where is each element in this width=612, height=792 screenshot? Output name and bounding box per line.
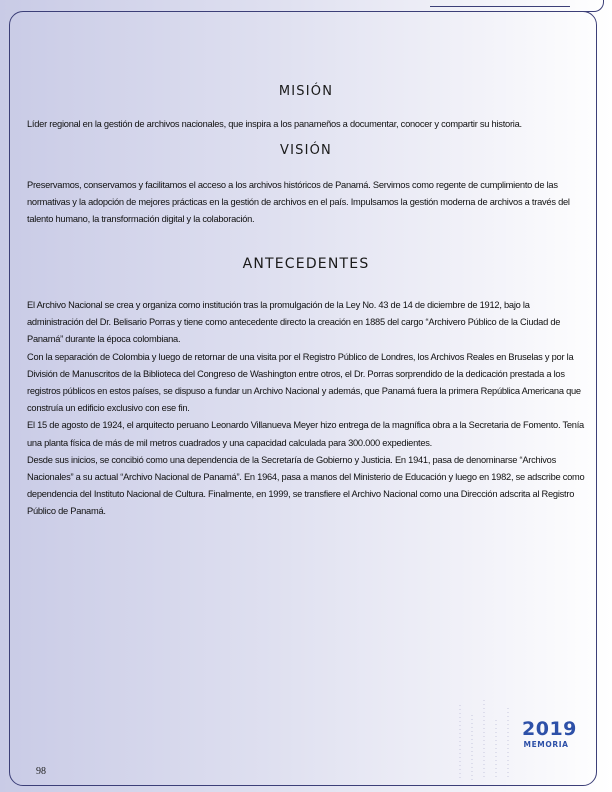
antecedentes-heading: ANTECEDENTES xyxy=(242,256,370,272)
vision-text xyxy=(27,177,585,229)
antecedentes-text xyxy=(27,297,585,521)
mision-text xyxy=(27,116,585,133)
corner-mark xyxy=(576,0,604,12)
vision-heading: VISIÓN xyxy=(280,143,332,158)
antecedentes-paragraph: Desde sus inicios, se concibió como una dependencia de la Secretaría de Gobierno y Justicia. En 1941, pasa de denominarse “Archivos Nacionales” a su actual “Archivo Nacional de Panamá”. En 1964, pasa a manos del Ministerio de Educación y luego en 1982, se adscribe como dependencia del Instituto Nacional de Cultura. Finalmente, en 1999, se transfiere el Archivo Nacional como una Dirección adscrita al Registro Público de Panamá. xyxy=(27,454,585,517)
mision-paragraph: Líder regional en la gestión de archivos nacionales, que inspira a los panameños a documentar, conocer y compartir su historia. xyxy=(27,119,522,129)
antecedentes-paragraph: El 15 de agosto de 1924, el arquitecto peruano Leonardo Villanueva Meyer hizo entrega de la magnífica obra a la Secretaria de Fomento. Tenía una planta física de más de mil metros cuadrados y una capacidad calculada para 300.000 expedientes. xyxy=(27,420,584,448)
mision-heading: MISIÓN xyxy=(278,84,334,99)
frame-tab xyxy=(430,6,570,11)
antecedentes-paragraph: Con la separación de Colombia y luego de retornar de una visita por el Registro Público de Londres, los Archivos Reales en Bruselas y por la División de Manuscritos de la Biblioteca del Congreso de Washington entre otros, el Dr. Porras sorprendido de la dedicación prestada a los registros públicos en estos países, se dispuso a fundar un Archivo Nacional y además, que Panamá fuera la primera República Americana que construía un edificio exclusivo con ese fin. xyxy=(27,351,581,414)
logo-label: MEMORIA xyxy=(523,740,569,749)
vision-paragraph: Preservamos, conservamos y facilitamos el acceso a los archivos históricos de Panamá. Servimos como regente de cumplimiento de las normativas y la adopción de mejores prácticas en la gestión de archivos en el país. Impulsamos la gestión moderna de archivos a través del talento humano, la transformación digital y la colaboración. xyxy=(27,180,570,225)
memoria-logo xyxy=(522,718,577,754)
logo-year: 2019 xyxy=(522,718,577,740)
antecedentes-paragraph: El Archivo Nacional se crea y organiza como institución tras la promulgación de la Ley No. 43 de 14 de diciembre de 1912, bajo la administración del Dr. Belisario Porras y tiene como antecedente directo la creación en 1885 del cargo “Archivero Público de la Ciudad de Panamá” durante la época colombiana. xyxy=(27,300,561,345)
page-number: 98 xyxy=(36,766,46,777)
